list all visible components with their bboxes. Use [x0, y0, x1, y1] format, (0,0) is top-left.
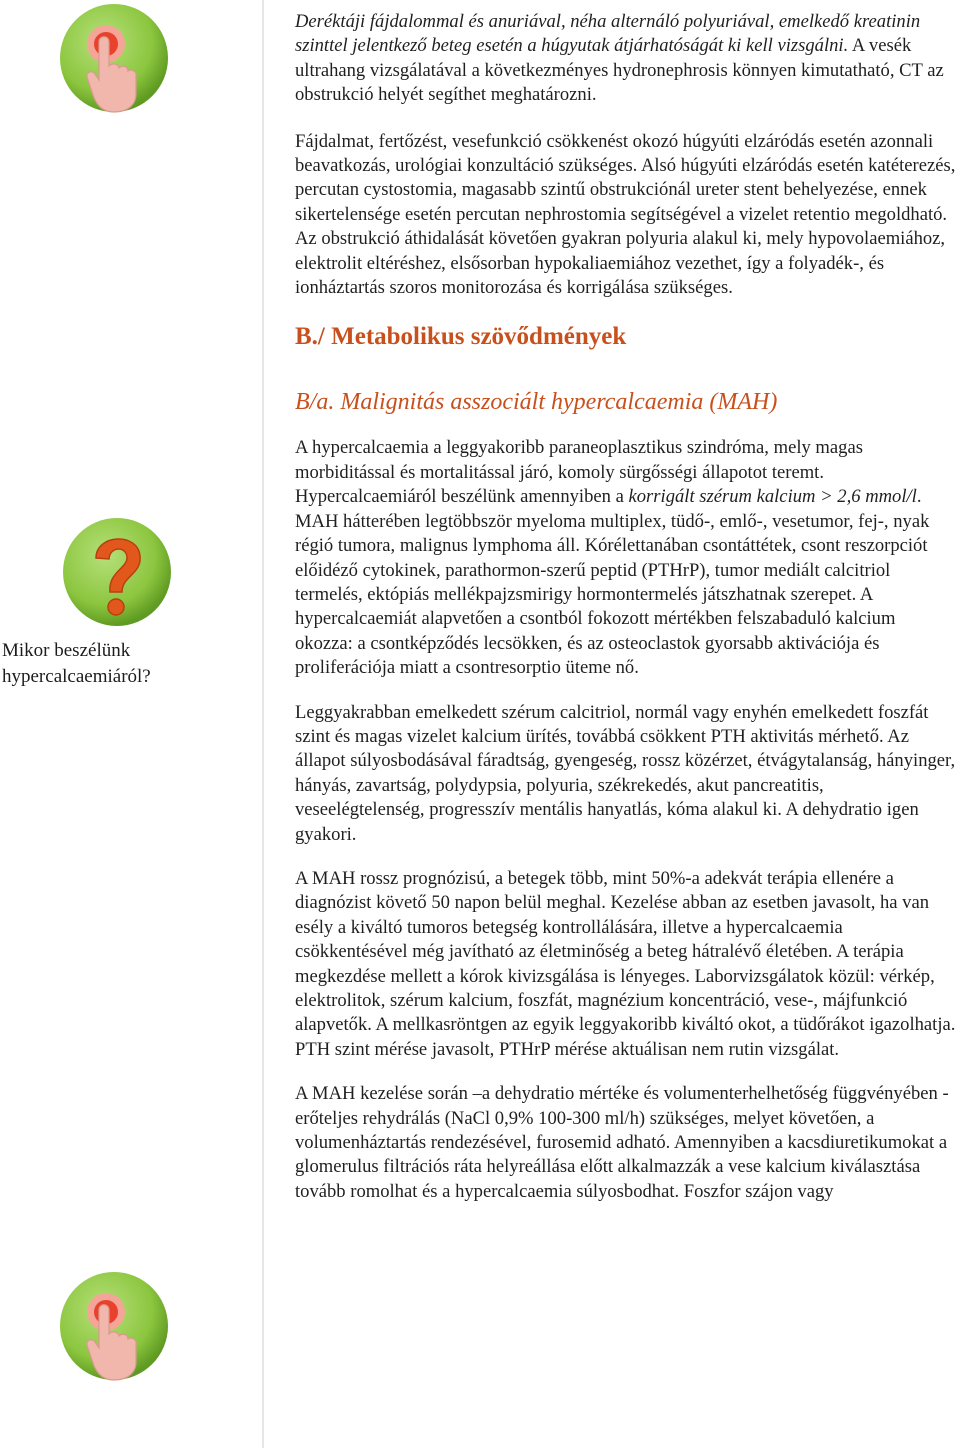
main-content — [295, 10, 957, 1224]
subsection-title: B/a. Malignitás asszociált hypercalcaemia (MAH) — [295, 389, 778, 416]
hand-pointer-icon — [58, 1270, 170, 1382]
section-title: B./ Metabolikus szövődmények — [295, 323, 627, 351]
corrected-calcium-threshold: korrigált szérum kalcium > 2,6 mmol/l — [628, 486, 917, 508]
question-mark-icon — [60, 516, 174, 628]
mah-def-part1: A hypercalcaemia a leggyakoribb paraneoplasztikus szindróma, mely magas morbiditással és mortalitással járó, komoly sürgősségi állapotot teremt. Hypercalcaemiáról beszélünk amennyiben a — [295, 437, 863, 508]
hand-pointer-icon — [58, 2, 170, 114]
mah-definition-paragraph — [295, 436, 957, 680]
treatment-paragraph: A MAH kezelése során –a dehydratio mértéke és volumenterhelhetőség függvényében - erőteljes rehydrálás (NaCl 0,9% 100-300 ml/h) szükséges, melyet követően, a volumenháztartás rendezésével, furosemid adható. Amennyiben a kacsdiuretikumokat a glomerulus filtrációs ráta helyreállása előtt alkalmazzák a vese kalcium kiválasztása tovább romolhat és a hypercalcaemia súlyosbodhat. Foszfor szájon vagy — [295, 1083, 949, 1202]
column-divider — [262, 0, 264, 1448]
intro-italic: Deréktáji fájdalommal és anuriával, néha alternáló polyuriával, emelkedő kreatinin szinttel jelentkező beteg esetén a húgyutak átjárhatóságát ki kell vizsgálni. — [295, 11, 921, 57]
obstruction-paragraph: Fájdalmat, fertőzést, vesefunkció csökkenést okozó húgyúti elzáródás esetén azonnali beavatkozás, urológiai konzultáció szükséges. Alsó húgyúti elzáródás esetén katéterezés, percutan cystostomia, magasabb szintű obstrukciónál ureter stent behelyezése, ennek sikertelensége esetén percutan nephrostomia segítségével a vizelet retentio megoldható. Az obstrukció áthidalását követően gyakran polyuria alakul ki, mely hypovolaemiához, elektrolit eltéréshez, elsősorban hypokaliaemiához vezethet, így a folyadék-, és ionháztartás szoros monitorozása és korrigálása szükséges. — [295, 130, 956, 299]
intro-rest: A vesék ultrahang vizsgálatával a következményes hydronephrosis könnyen kimutatható, CT az obstrukció helyét segíthet meghatározni. — [295, 35, 944, 106]
labs-paragraph: Leggyakrabban emelkedett szérum calcitriol, normál vagy enyhén emelkedett foszfát szint és magas vizelet kalcium ürítés, továbbá csökkent PTH aktivitás mérhető. Az állapot súlyosbodásával fáradtság, gyengeség, rossz közérzet, étvágytalanság, hányinger, hányás, zavartság, polydypsia, polyuria, székrekedés, akut pancreatitis, veseelégtelenség, progresszív mentális hanyatlás, kóma alakul ki. A dehydratio igen gyakori. — [295, 701, 956, 845]
mah-def-part2: . MAH hátterében legtöbbször myeloma multiplex, tüdő-, emlő-, vesetumor, fej-, nyak régió tumora, malignus lymphoma áll. Kórélettanában csontáttétek, csont reszorpciót előidéző cytokinek, parathormon-szerű peptid (PTHrP), tumor mediált calcitriol termelés, ektópiás mellékpajzsmirigy hormontermelés játszhatnak szerepet. A hypercalcaemiát alapvetően a csontból fokozott mértékben felszabaduló kalcium okozza: a csontképződés lecsökken, és az osteoclastok gyorsabb aktivációja és proliferációja miatt a csontresorptio üteme nő. — [295, 486, 930, 679]
prognosis-paragraph: A MAH rossz prognózisú, a betegek több, mint 50%-a adekvát terápia ellenére a diagnózist követő 50 napon belül meghal. Kezelése abban az esetben javasolt, ha van esély a kiváltó tumoros betegség kontrollálására, illetve a hypercalcaemia csökkentésével még javítható az életminőség a beteg hátralévő életében. A terápia megkezdése mellett a kórok kivizsgálása is lényeges. Laborvizsgálatok közül: vérkép, elektrolitok, szérum kalcium, foszfát, magnézium koncentráció, vese-, májfunkció alapvetők. A mellkasröntgen az egyik leggyakoribb kiváltó okot, a tüdőrákot igazolhatja. PTH szint mérése javasolt, PTHrP mérése aktuálisan nem rutin vizsgálat. — [295, 867, 956, 1060]
intro-paragraph — [295, 10, 957, 108]
sidebar-caption: Mikor beszélünk hypercalcaemiáról? — [2, 640, 151, 687]
